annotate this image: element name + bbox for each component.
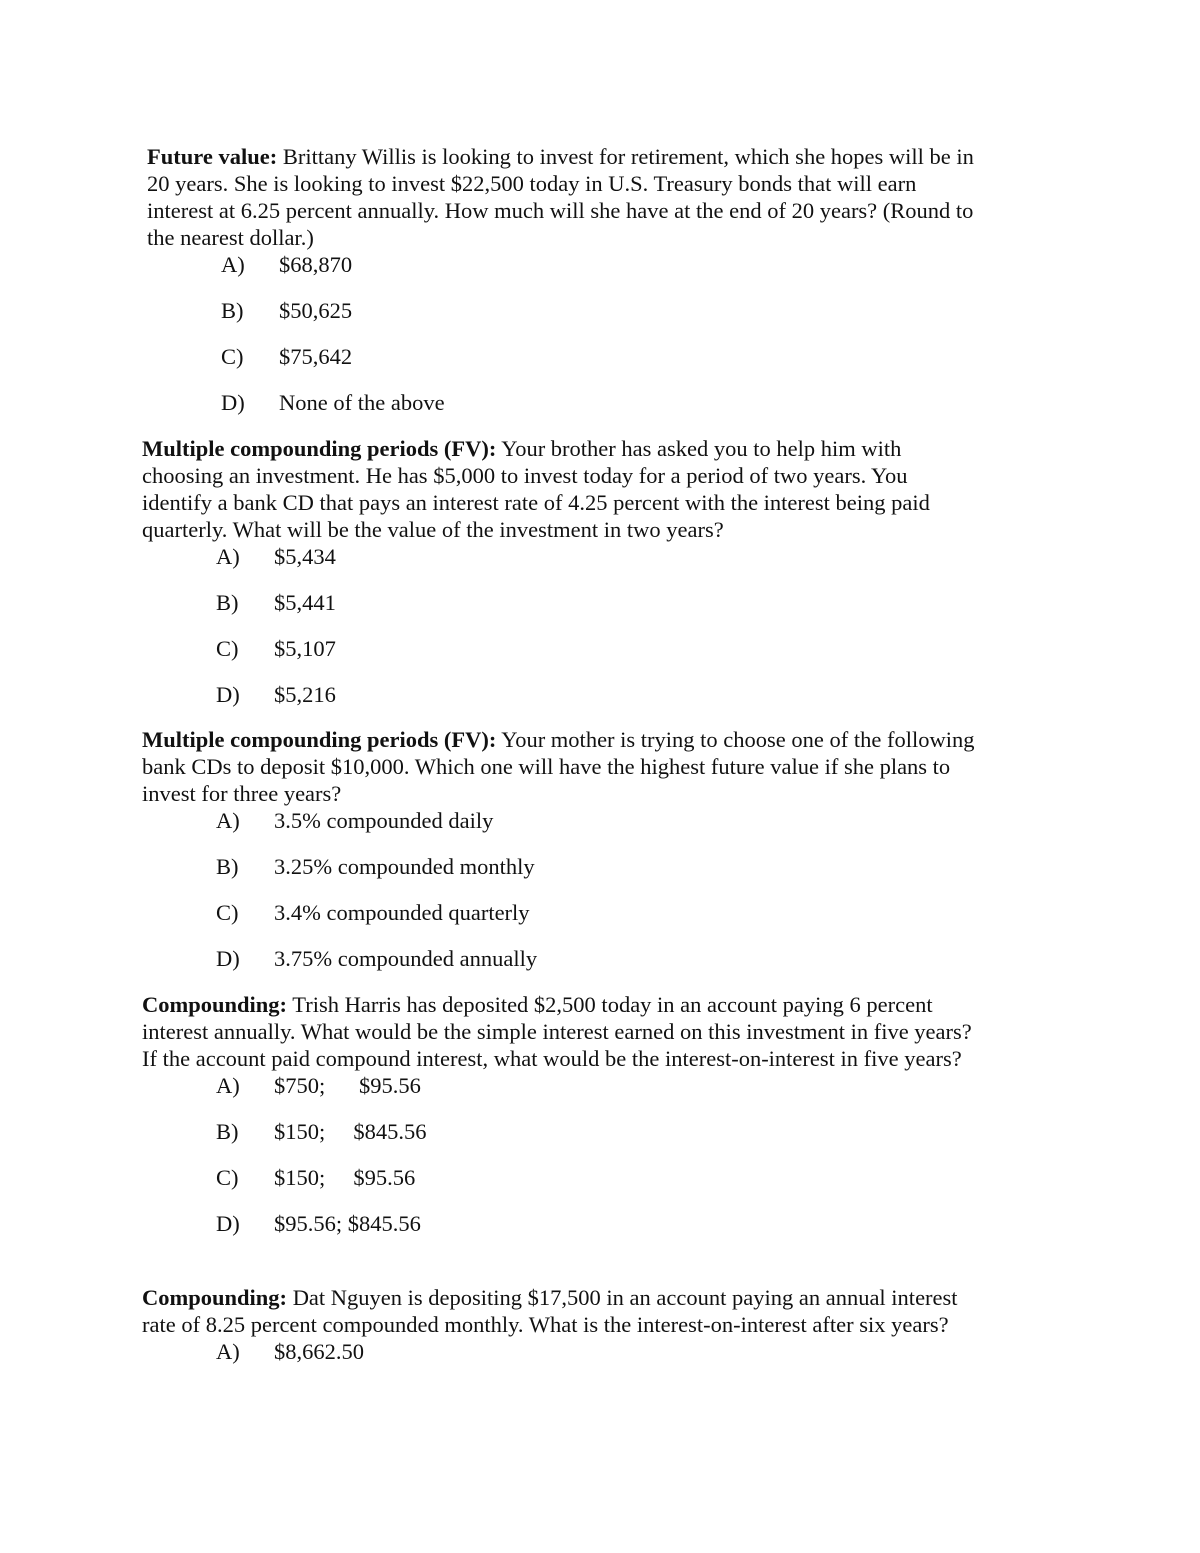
answer-option-a	[216, 1072, 982, 1118]
option-letter: B)	[216, 854, 239, 879]
option-letter: D)	[221, 390, 245, 415]
answer-option-a	[216, 543, 982, 589]
answer-options	[142, 807, 982, 991]
option-value: $750; $95.56	[274, 1073, 421, 1098]
question-body: Trish Harris has deposited $2,500 today in an account paying 6 percent interest annually. What would be the simple interest earned on this investment in five years? If the account paid compound interest, what would be the interest-on-interest in five years?	[142, 992, 972, 1071]
option-value: 3.25% compounded monthly	[274, 854, 535, 879]
option-value: $5,216	[274, 682, 336, 707]
option-value: $5,441	[274, 590, 336, 615]
option-letter: C)	[221, 344, 244, 369]
question-text	[142, 726, 982, 807]
answer-option-a	[216, 1338, 982, 1384]
answer-option-a	[221, 251, 987, 297]
option-value: $8,662.50	[274, 1339, 364, 1364]
answer-option-d	[221, 389, 987, 435]
answer-option-b	[216, 1118, 982, 1164]
option-letter: C)	[216, 1165, 239, 1190]
question-text	[147, 143, 987, 251]
option-letter: B)	[216, 1119, 239, 1144]
option-letter: A)	[221, 252, 245, 277]
option-value: None of the above	[279, 390, 445, 415]
question-topic: Compounding:	[142, 992, 288, 1017]
question-body: Your mother is trying to choose one of the following bank CDs to deposit $10,000. Which one will have the highest future value if she plans to invest for three years?	[142, 727, 975, 806]
question-body: Brittany Willis is looking to invest for retirement, which she hopes will be in 20 years. She is looking to invest $22,500 today in U.S. Treasury bonds that will earn interest at 6.25 percent annually. How much will she have at the end of 20 years? (Round to the nearest dollar.)	[147, 144, 974, 250]
question-topic: Future value:	[147, 144, 278, 169]
question-text	[142, 1284, 982, 1338]
question-future-value	[147, 143, 987, 435]
option-value: 3.75% compounded annually	[274, 946, 538, 971]
option-value: $150; $95.56	[274, 1165, 416, 1190]
option-value: $50,625	[279, 298, 353, 323]
option-letter: A)	[216, 808, 240, 833]
answer-options	[147, 251, 987, 435]
option-value: $68,870	[279, 252, 353, 277]
option-letter: C)	[216, 636, 239, 661]
option-value: $5,107	[274, 636, 336, 661]
option-letter: A)	[216, 544, 240, 569]
option-letter: A)	[216, 1073, 240, 1098]
answer-option-d	[216, 945, 982, 991]
answer-option-c	[221, 343, 987, 389]
option-value: $150; $845.56	[274, 1119, 427, 1144]
answer-options	[142, 1338, 982, 1384]
answer-option-d	[216, 1210, 982, 1256]
option-value: $5,434	[274, 544, 336, 569]
option-letter: B)	[216, 590, 239, 615]
option-value: 3.5% compounded daily	[274, 808, 494, 833]
question-multiple-compounding-1	[142, 435, 982, 727]
question-compounding-2	[142, 1284, 982, 1384]
question-compounding-1	[142, 991, 982, 1256]
option-letter: D)	[216, 682, 240, 707]
option-letter: B)	[221, 298, 244, 323]
option-value: 3.4% compounded quarterly	[274, 900, 530, 925]
answer-option-c	[216, 899, 982, 945]
option-letter: D)	[216, 1211, 240, 1236]
answer-option-b	[216, 589, 982, 635]
answer-option-b	[221, 297, 987, 343]
answer-options	[142, 543, 982, 727]
option-letter: C)	[216, 900, 239, 925]
answer-options	[142, 1072, 982, 1256]
answer-option-c	[216, 635, 982, 681]
question-body: Dat Nguyen is depositing $17,500 in an account paying an annual interest rate of 8.25 percent compounded monthly. What is the interest-on-interest after six years?	[142, 1285, 958, 1337]
option-letter: A)	[216, 1339, 240, 1364]
option-value: $95.56; $845.56	[274, 1211, 421, 1236]
question-topic: Multiple compounding periods (FV):	[142, 727, 497, 752]
answer-option-d	[216, 681, 982, 727]
question-topic: Compounding:	[142, 1285, 288, 1310]
option-letter: D)	[216, 946, 240, 971]
answer-option-a	[216, 807, 982, 853]
question-multiple-compounding-2	[142, 726, 982, 991]
answer-option-c	[216, 1164, 982, 1210]
question-body: Your brother has asked you to help him with choosing an investment. He has $5,000 to invest today for a period of two years. You identify a bank CD that pays an interest rate of 4.25 percent with the interest being paid quarterly. What will be the value of the investment in two years?	[142, 436, 930, 542]
option-value: $75,642	[279, 344, 353, 369]
question-text	[142, 991, 982, 1072]
question-topic: Multiple compounding periods (FV):	[142, 436, 497, 461]
answer-option-b	[216, 853, 982, 899]
question-text	[142, 435, 982, 543]
